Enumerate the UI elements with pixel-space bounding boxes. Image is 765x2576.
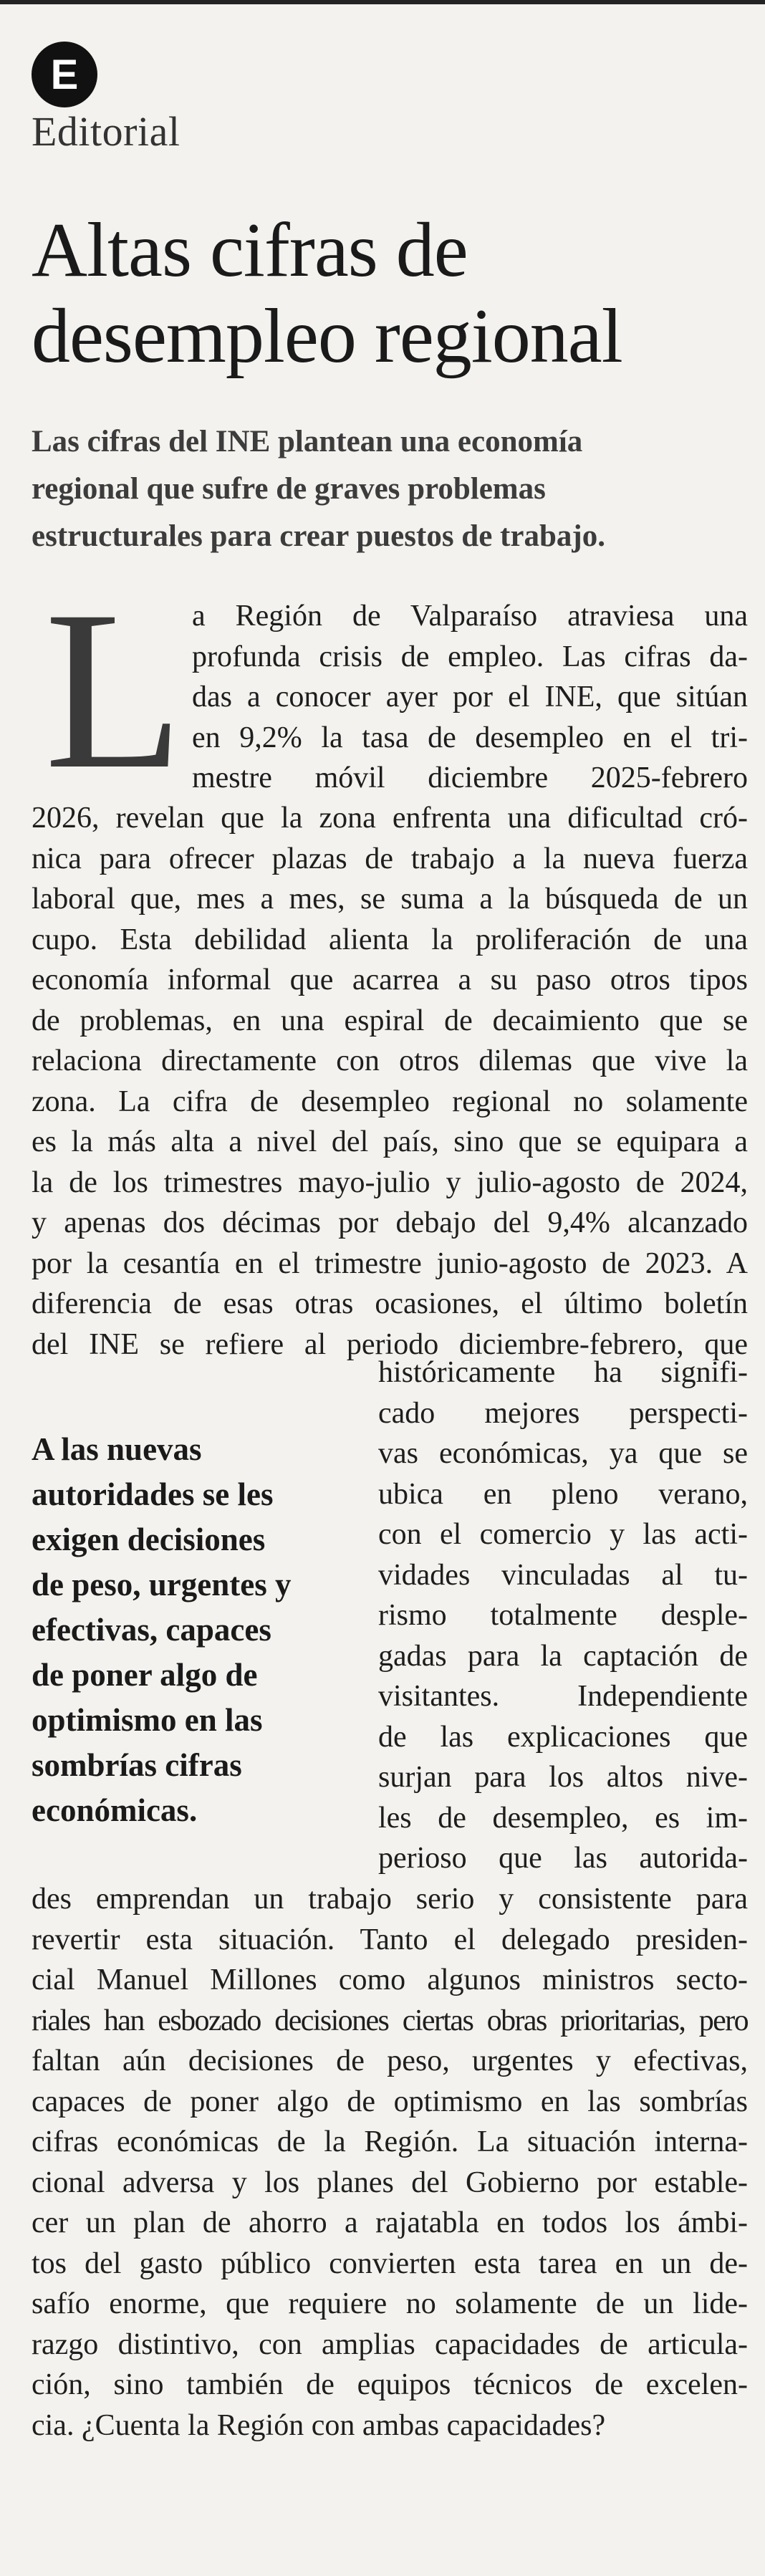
body-line: cifras económicas de la Región. La situación interna- xyxy=(32,2125,748,2158)
body-line: cial Manuel Millones como algunos ministros secto- xyxy=(32,1964,748,1996)
body-line: diferencia de esas otras ocasiones, el último boletín xyxy=(32,1287,748,1320)
body-line: vidades vinculadas al tu- xyxy=(378,1558,748,1592)
body-line: des emprendan un trabajo serio y consistente para xyxy=(32,1883,748,1916)
body-line: les de desempleo, es im- xyxy=(378,1801,748,1835)
pull-quote-line: autoridades se les xyxy=(32,1476,274,1512)
body-line: nica para ofrecer plazas de trabajo a la nueva fuerza xyxy=(32,842,748,875)
body-line: vas económicas, ya que se xyxy=(378,1437,748,1470)
body-line: y apenas dos décimas por debajo del 9,4% alcanzado xyxy=(32,1206,748,1239)
section-badge: E xyxy=(32,42,97,107)
body-line: economía informal que acarrea a su paso otros tipos xyxy=(32,963,748,996)
body-line: capaces de poner algo de optimismo en las sombrías xyxy=(32,2085,748,2118)
body-line: rismo totalmente desple- xyxy=(378,1599,748,1632)
pull-quote-line: de peso, urgentes y xyxy=(32,1567,292,1602)
body-line: de problemas, en una espiral de decaimiento que se xyxy=(32,1004,748,1037)
body-line: riales han esbozado decisiones ciertas obras prioritarias, pero xyxy=(32,2004,748,2037)
headline-line: desempleo regional xyxy=(32,294,622,379)
body-line: laboral que, mes a mes, se suma a la búsqueda de un xyxy=(32,883,748,915)
body-line: razgo distintivo, con amplias capacidades de articula- xyxy=(32,2327,748,2361)
body-line: relaciona directamente con otros dilemas que vive la xyxy=(32,1044,748,1077)
body-line: tos del gasto público convierten esta tarea en un de- xyxy=(32,2246,748,2280)
body-line: cado mejores perspecti- xyxy=(378,1396,748,1430)
body-line: cer un plan de ahorro a rajatabla en todos los ámbi- xyxy=(32,2206,748,2239)
body-line: ción, sino también de equipos técnicos de excelen- xyxy=(32,2368,748,2401)
pull-quote-line: de poner algo de xyxy=(32,1657,258,1693)
body-line: cupo. Esta debilidad alienta la proliferación de una xyxy=(32,923,748,956)
body-line: de las explicaciones que xyxy=(378,1720,748,1754)
body-block-2 xyxy=(32,1879,748,2446)
lede-line: estructurales para crear puestos de trabajo. xyxy=(32,519,605,553)
body-line: surjan para los altos nive- xyxy=(378,1761,748,1794)
body-line: con el comercio y las acti- xyxy=(378,1518,748,1551)
top-rule xyxy=(0,0,765,4)
headline-line: Altas cifras de xyxy=(32,208,468,293)
body-line: ubica en pleno verano, xyxy=(378,1477,748,1511)
body-line: la de los trimestres mayo-julio y julio-agosto de 2024, xyxy=(32,1166,748,1199)
pull-quote-line: efectivas, capaces xyxy=(32,1612,271,1648)
body-line: visitantes. Independiente xyxy=(378,1680,748,1713)
body-line: zona. La cifra de desempleo regional no solamente xyxy=(32,1085,748,1118)
lede-line: Las cifras del INE plantean una economía xyxy=(32,425,583,458)
pull-quote-line: A las nuevas xyxy=(32,1431,202,1467)
pull-quote-line: económicas. xyxy=(32,1792,198,1828)
body-line: cional adversa y los planes del Gobierno por estable- xyxy=(32,2166,748,2199)
body-wrap-column xyxy=(378,1352,748,1879)
pull-quote xyxy=(32,1427,361,1833)
body-line: das a conocer ayer por el INE, que sitúan xyxy=(192,681,748,713)
body-line: safío enorme, que requiere no solamente de un lide- xyxy=(32,2287,748,2320)
body-line: cia. ¿Cuenta la Región con ambas capacidades? xyxy=(32,2408,606,2442)
body-line: en 9,2% la tasa de desempleo en el tri- xyxy=(192,721,748,754)
body-line: gadas para la captación de xyxy=(378,1639,748,1673)
body-line: 2026, revelan que la zona enfrenta una dificultad cró- xyxy=(32,802,748,835)
intro-paragraph xyxy=(192,596,748,799)
body-line: profunda crisis de empleo. Las cifras da- xyxy=(192,640,748,673)
body-line: mestre móvil diciembre 2025-febrero xyxy=(192,761,748,794)
body-line: del INE se refiere al periodo diciembre-febrero, que xyxy=(32,1327,748,1361)
body-line: faltan aún decisiones de peso, urgentes y efectivas, xyxy=(32,2044,748,2077)
pull-quote-line: optimismo en las xyxy=(32,1702,263,1738)
pull-quote-line: sombrías cifras xyxy=(32,1747,242,1783)
body-block-1 xyxy=(32,798,748,1365)
body-line: es la más alta a nivel del país, sino que se equipara a xyxy=(32,1125,748,1158)
lede-line: regional que sufre de graves problemas xyxy=(32,472,546,506)
body-line: a Región de Valparaíso atraviesa una xyxy=(192,600,748,633)
body-line: históricamente ha signifi- xyxy=(378,1356,748,1389)
body-line: perioso que las autorida- xyxy=(378,1842,748,1875)
drop-cap: L xyxy=(44,564,184,816)
headline xyxy=(32,208,748,380)
lede xyxy=(32,418,748,560)
pull-quote-line: exigen decisiones xyxy=(32,1522,266,1557)
body-line: revertir esta situación. Tanto el delegado presiden- xyxy=(32,1923,748,1956)
body-line: por la cesantía en el trimestre junio-agosto de 2023. A xyxy=(32,1246,748,1280)
section-label: Editorial xyxy=(32,108,181,155)
